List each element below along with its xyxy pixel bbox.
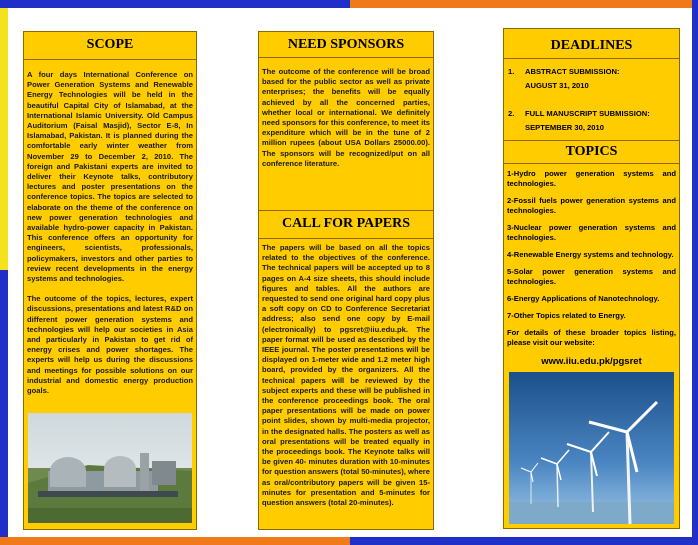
topic-item: 6-Energy Applications of Nanotechnology. [507,294,660,303]
scope-paragraph-2: The outcome of the topics, lectures, expert discussions, presentations and latest R&D on different power generation systems and technologies will help our societies in Asia and particularly in Pakistan to get rid of energy crises and power shortages. The experts will help us during the discussions and meetings for possible solutions on our industrial and domestic energy production goals. [27,294,193,396]
power-plant-image [28,413,192,523]
scope-title: SCOPE [86,37,134,52]
border-right-blue [692,0,698,545]
wind-turbine-image [509,372,674,524]
topic-item: 1-Hydro power generation systems and technologies. [507,169,676,188]
scope-paragraph-1: A four days International Conference on Power Generation Systems and Renewable Energy Technologies will be held in the beautiful Capital City of Islamabad, at the International Islamic University. Old Campus Auditorium (Faisal Masjid), Sector E-8, In Islamabad, Pakistan. It is planned during the comfortable early winter weather from November 29 to December 2, 2010. The foreign and Pakistani experts are invited to deliver their Keynote talks, contributory lectures and poster presentations on the conference topics. The topics are selected to elaborate on the theme of the conference on new power generation technologies and available hydro-power capacity in Pakistan. This conference offers an opportunity for engineers, scientists, professionals, policymakers, investors and other parties to review recent developments in the energy systems and technologies. [27,70,193,284]
deadline-item-2 [508,109,677,119]
deadline-2-date: SEPTEMBER 30, 2010 [525,123,604,132]
border-left-yellow [0,8,8,270]
deadline-2-label: FULL MANUSCRIPT SUBMISSION: [525,109,650,118]
sponsors-text: The outcome of the conference will be broad based for the public sector as well as private enterprises; the benefits will be equally achieved by all the concerned parties, whether local or international. We definitely need sponsors for this conference, to meet its expenditure which will be in the tune of 2 million rupees (about USA Dollars 25000.00). The sponsors will be recognized/put on all conference literature. [262,67,430,168]
papers-text: The papers will be based on all the topics related to the objectives of the conference. The technical papers will be accepted up to 8 pages on A-4 size sheets, this should include figures and tables. All the authors are requested to send one original hard copy plus a soft copy on CD to Conference Secretariat address; also send one copy by E-mail (electronically) to pgsret@iiu.edu.pk. The paper format will be used as described by the IEEE journal. The poster presentations will be displayed on 1-meter wide and 1.2 meter high board, provided by the organizers. All the technical papers will be reviewed by the subject experts and these will be published in the conference proceedings book. The oral paper presentations will be made on power point slides, shown by multi-media projector, in the designated halls. The posters as well as oral presentations will be treated equally in the proceedings book. The Keynote talks will be given 40- minutes duration with 10-minutes for question answers (total 50-minutes), where as oral/contributory papers will be given 15-minutes for presentation and 5-minutes for question answers (total 20-minutes). [262,243,430,508]
deadlines-title: DEADLINES [550,38,633,53]
deadline-1-date: AUGUST 31, 2010 [525,81,589,90]
power-plant-illustration [28,413,192,523]
topic-item: 4-Renewable Energy systems and technology. [507,250,674,259]
deadline-item-1 [508,67,677,77]
topics-details-text: For details of these broader topics listing, please visit our website: [507,328,676,347]
deadline-1-label: ABSTRACT SUBMISSION: [525,67,620,76]
topics-title: TOPICS [565,144,618,159]
papers-title: CALL FOR PAPERS [281,216,411,231]
topic-item: 3-Nuclear power generation systems and technologies. [507,223,676,242]
border-bottom-orange [0,537,350,545]
website-url: www.iiu.edu.pk/pgsret [541,356,642,367]
border-top-blue [0,0,350,8]
deadline-item-2-date [508,123,677,133]
deadline-2-number: 2. [508,109,515,118]
topic-item: 5-Solar power generation systems and technologies. [507,267,676,286]
wind-turbine-illustration [509,372,674,524]
middle-panel [258,31,434,530]
border-left-blue [0,270,8,545]
topic-item: 2-Fossil fuels power generation systems and technologies. [507,196,676,215]
deadline-item-1-date [508,81,677,91]
deadline-1-number: 1. [508,67,515,76]
border-bottom-blue [350,537,692,545]
right-panel [503,28,680,529]
border-top-orange [350,0,698,8]
topic-item: 7-Other Topics related to Energy. [507,311,626,320]
scope-panel [23,31,197,530]
sponsors-title: NEED SPONSORS [287,37,405,52]
